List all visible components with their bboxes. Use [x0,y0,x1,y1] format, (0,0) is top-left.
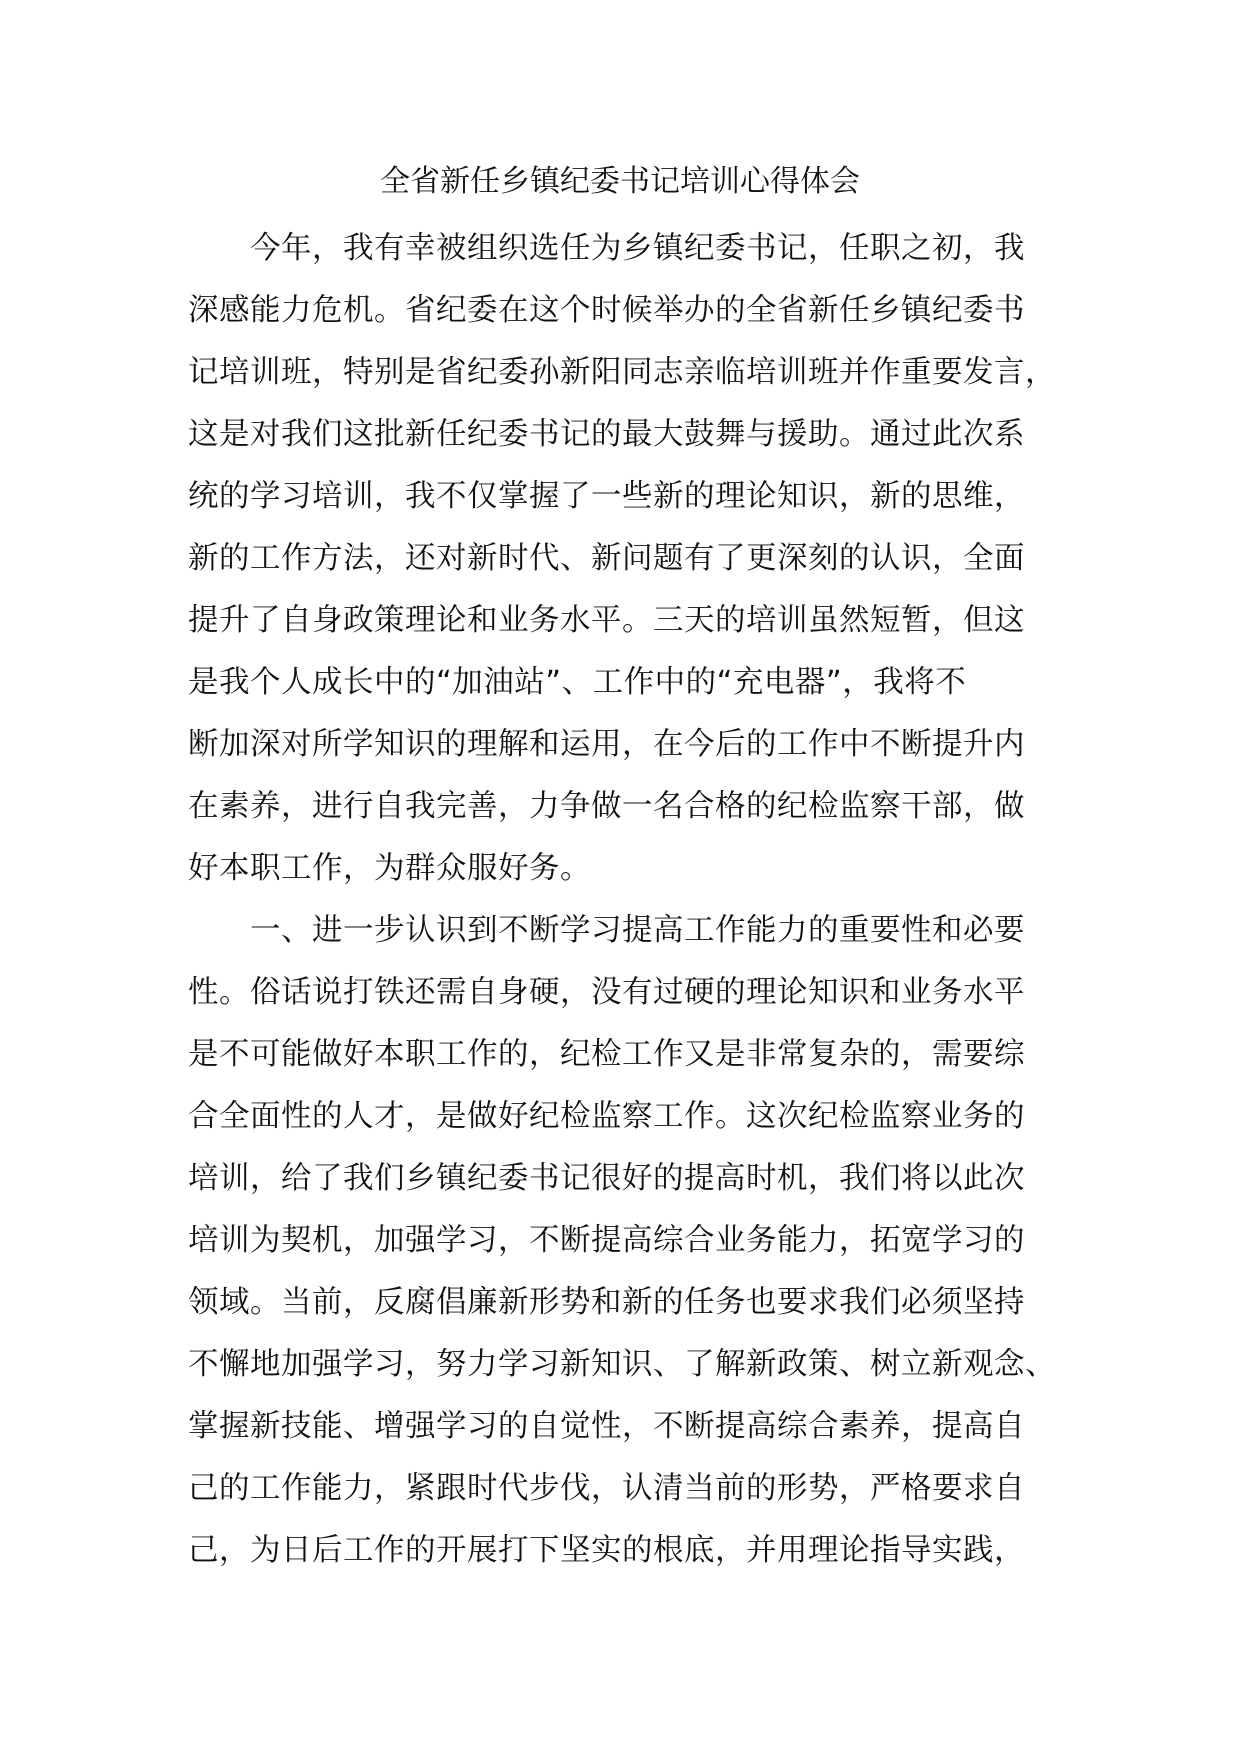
paragraph-line: 这是对我们这批新任纪委书记的最大鼓舞与援助。通过此次系 [188,417,1025,452]
paragraph-line: 统的学习培训，我不仅掌握了一些新的理论知识，新的思维， [188,479,1025,514]
paragraph-line: 培训，给了我们乡镇纪委书记很好的提高时机，我们将以此次 [188,1161,1025,1196]
paragraph-line: 领域。当前，反腐倡廉新形势和新的任务也要求我们必须坚持 [188,1285,1025,1320]
paragraph-line: 性。俗话说打铁还需自身硬，没有过硬的理论知识和业务水平 [188,975,1025,1010]
paragraph-line: 新的工作方法，还对新时代、新问题有了更深刻的认识，全面 [188,541,1025,576]
paragraph-line: 在素养，进行自我完善，力争做一名合格的纪检监察干部，做 [188,789,1025,824]
paragraph-line: 记培训班，特别是省纪委孙新阳同志亲临培训班并作重要发言， [188,355,1056,390]
paragraph-line: 是不可能做好本职工作的，纪检工作又是非常复杂的，需要综 [188,1037,1025,1072]
paragraph-line: 今年，我有幸被组织选任为乡镇纪委书记，任职之初，我 [250,231,1025,266]
section-heading-line: 一、进一步认识到不断学习提高工作能力的重要性和必要 [250,913,1025,948]
paragraph-line: 合全面性的人才，是做好纪检监察工作。这次纪检监察业务的 [188,1099,1025,1134]
paragraph-line: 己，为日后工作的开展打下坚实的根底，并用理论指导实践， [188,1533,1025,1568]
paragraph-line: 是我个人成长中的“加油站”、工作中的“充电器”，我将不 [188,665,967,700]
paragraph-line: 己的工作能力，紧跟时代步伐，认清当前的形势，严格要求自 [188,1471,1025,1506]
document-body [188,226,1078,1590]
paragraph-line: 培训为契机，加强学习，不断提高综合业务能力，拓宽学习的 [188,1223,1025,1258]
paragraph-line: 掌握新技能、增强学习的自觉性，不断提高综合素养，提高自 [188,1409,1025,1444]
paragraph-line: 不懈地加强学习，努力学习新知识、了解新政策、树立新观念、 [188,1347,1056,1382]
paragraph-line: 断加深对所学知识的理解和运用，在今后的工作中不断提升内 [188,727,1025,762]
paragraph-line: 好本职工作，为群众服好务。 [188,851,591,886]
paragraph-line: 提升了自身政策理论和业务水平。三天的培训虽然短暂，但这 [188,603,1025,638]
paragraph-line: 深感能力危机。省纪委在这个时候举办的全省新任乡镇纪委书 [188,293,1025,328]
document-title: 全省新任乡镇纪委书记培训心得体会 [380,164,860,199]
